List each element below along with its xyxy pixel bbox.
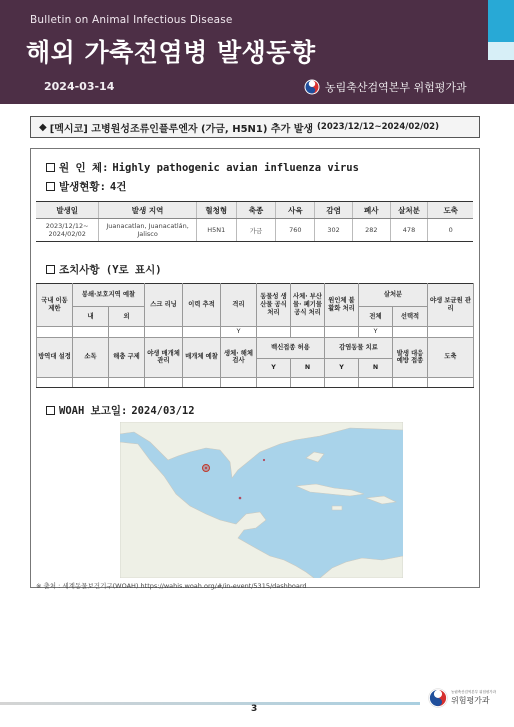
cell-serotype: H5N1: [196, 219, 236, 242]
hdr-post-vaccine: 발생 대응 예방 접종: [393, 337, 428, 377]
hdr-disinfect: 소독: [73, 337, 109, 377]
cell-date: 2023/12/12~ 2024/02/02: [36, 219, 99, 242]
val-cell: [183, 377, 221, 387]
section-title-text: [멕시코] 고병원성조류인플루엔자 (가금, H5N1) 추가 발생: [49, 123, 314, 135]
hdr-prevention: 방역대 설정: [37, 337, 73, 377]
diamond-icon: ◆: [39, 121, 47, 133]
cell-culled: 478: [390, 219, 428, 242]
val-cell: [145, 377, 183, 387]
val-cell: [428, 377, 474, 387]
woah-line: [46, 403, 195, 418]
val-cell: [291, 327, 325, 338]
measures-header-row-1: [37, 284, 474, 307]
measures-value-row-1: [37, 327, 474, 338]
outbreak-table: [36, 201, 473, 242]
val-cell: [183, 327, 221, 338]
status-value: 4건: [109, 181, 127, 193]
cell-species: 가금: [236, 219, 276, 242]
corner-accent: [488, 0, 514, 42]
col-infected: 감염: [315, 202, 353, 219]
corner-accent-light: [488, 42, 514, 60]
bulletin-date: 2024-03-14: [44, 80, 115, 93]
hdr-cull-all: 전체: [359, 307, 393, 327]
section-title: [30, 116, 480, 138]
hdr-culling: 살처분: [359, 284, 428, 307]
agency-emblem-icon: [304, 79, 320, 95]
checkbox-square-icon: [46, 265, 55, 274]
hdr-pathogen-inact: 원인체 불활화 처리: [325, 284, 359, 327]
val-cell: [37, 327, 73, 338]
footer-rule: [0, 702, 420, 705]
checkbox-square-icon: [46, 163, 55, 172]
hdr-trace: 이력 추적: [183, 284, 221, 327]
agency-emblem-icon: [428, 688, 448, 708]
hdr-domestic: 국내 이동 제한: [37, 284, 73, 327]
woah-label: WOAH 보고일:: [59, 405, 128, 417]
cell-slaughtered: 0: [428, 219, 473, 242]
cell-raised: 760: [276, 219, 315, 242]
val-cell: [145, 327, 183, 338]
status-line: [46, 179, 126, 194]
val-cell: Y: [359, 327, 393, 338]
outbreak-marker-icon: [202, 464, 210, 472]
hdr-vector-ctrl: 매개체 예찰: [183, 337, 221, 377]
val-cell: [257, 377, 291, 387]
woah-date: 2024/03/12: [131, 404, 195, 417]
hdr-vaccine-n: N: [291, 358, 325, 377]
col-serotype: 혈청형: [196, 202, 236, 219]
col-slaughtered: 도축: [428, 202, 473, 219]
pathogen-value: Highly pathogenic avian influenza virus: [112, 161, 359, 174]
hdr-wild-vector: 야생 매개체 관리: [145, 337, 183, 377]
val-cell: [325, 327, 359, 338]
table-header-row: [36, 202, 473, 219]
footer-org-small: 농림축산검역본부 위험평가과: [451, 690, 497, 694]
footer-org-name: 위험평가과: [451, 696, 490, 705]
hdr-screening: 스크 리닝: [145, 284, 183, 327]
measures-header-row-2: [37, 337, 474, 358]
val-cell: [73, 327, 109, 338]
hdr-slaughter: 도축: [428, 337, 474, 377]
col-region: 발생 지역: [99, 202, 196, 219]
val-cell: [109, 327, 145, 338]
col-dead: 폐사: [352, 202, 390, 219]
val-cell: [73, 377, 109, 387]
hdr-product: 동물성 생산물 공식 처리: [257, 284, 291, 327]
hdr-zone-in: 내: [73, 307, 109, 327]
hdr-treatment: 감염동물 치료: [325, 337, 393, 358]
measures-title: 조치사항 (Y로 표시): [59, 264, 162, 276]
footer-logo: [428, 688, 506, 708]
col-raised: 사육: [276, 202, 315, 219]
page-number: 3: [251, 704, 258, 714]
section-date-range: (2023/12/12~2024/02/02): [317, 122, 439, 132]
map-graphic: [120, 422, 403, 578]
val-cell: [428, 327, 474, 338]
hdr-treatment-y: Y: [325, 358, 359, 377]
cell-dead: 282: [352, 219, 390, 242]
val-cell: [291, 377, 325, 387]
val-cell: [37, 377, 73, 387]
val-cell: [257, 327, 291, 338]
checkbox-square-icon: [46, 406, 55, 415]
val-cell: [221, 377, 257, 387]
cell-region: Juanacatlan, Juanacatlán, Jalisco: [99, 219, 196, 242]
hdr-live-test: 생체· 해체 검사: [221, 337, 257, 377]
hdr-carcass: 사체· 부산물· 폐기물 공식 처리: [291, 284, 325, 327]
bulletin-kicker: Bulletin on Animal Infectious Disease: [30, 14, 233, 26]
measures-table: [36, 283, 474, 388]
col-date: 발생일: [36, 202, 99, 219]
hdr-vaccine-y: Y: [257, 358, 291, 377]
hdr-zone-out: 외: [109, 307, 145, 327]
hdr-treatment-n: N: [359, 358, 393, 377]
val-cell: [393, 327, 428, 338]
measures-value-row-2: [37, 377, 474, 387]
page-header: [0, 0, 514, 104]
col-species: 축종: [236, 202, 276, 219]
table-row: [36, 219, 473, 242]
col-culled: 살처분: [390, 202, 428, 219]
page-title: 해외 가축전염병 발생동향: [26, 38, 316, 67]
checkbox-square-icon: [46, 182, 55, 191]
status-label: 발생현황:: [59, 181, 106, 193]
cell-infected: 302: [315, 219, 353, 242]
org-logo: [304, 79, 467, 95]
org-name: 농림축산검역본부 위험평가과: [325, 81, 467, 94]
outbreak-map: [120, 422, 403, 578]
hdr-cull-sel: 선택적: [393, 307, 428, 327]
hdr-zone: 봉쇄·보호지역 예찰: [73, 284, 145, 307]
val-cell: [359, 377, 393, 387]
val-cell: [109, 377, 145, 387]
hdr-wild: 야생 보균원 관리: [428, 284, 474, 327]
hdr-vaccine: 백신접종 허용: [257, 337, 325, 358]
hdr-vector: 해충 구제: [109, 337, 145, 377]
source-note: ※ 출처 : 세계동물보건기구(WOAH) https://wahis.woah.org/#/in-event/5315/dashboard: [36, 582, 307, 590]
pathogen-line: [46, 160, 359, 175]
measures-line: [46, 262, 162, 277]
hdr-isolation: 격리: [221, 284, 257, 327]
val-cell: Y: [221, 327, 257, 338]
val-cell: [393, 377, 428, 387]
pathogen-label: 원 인 체:: [59, 162, 109, 174]
val-cell: [325, 377, 359, 387]
